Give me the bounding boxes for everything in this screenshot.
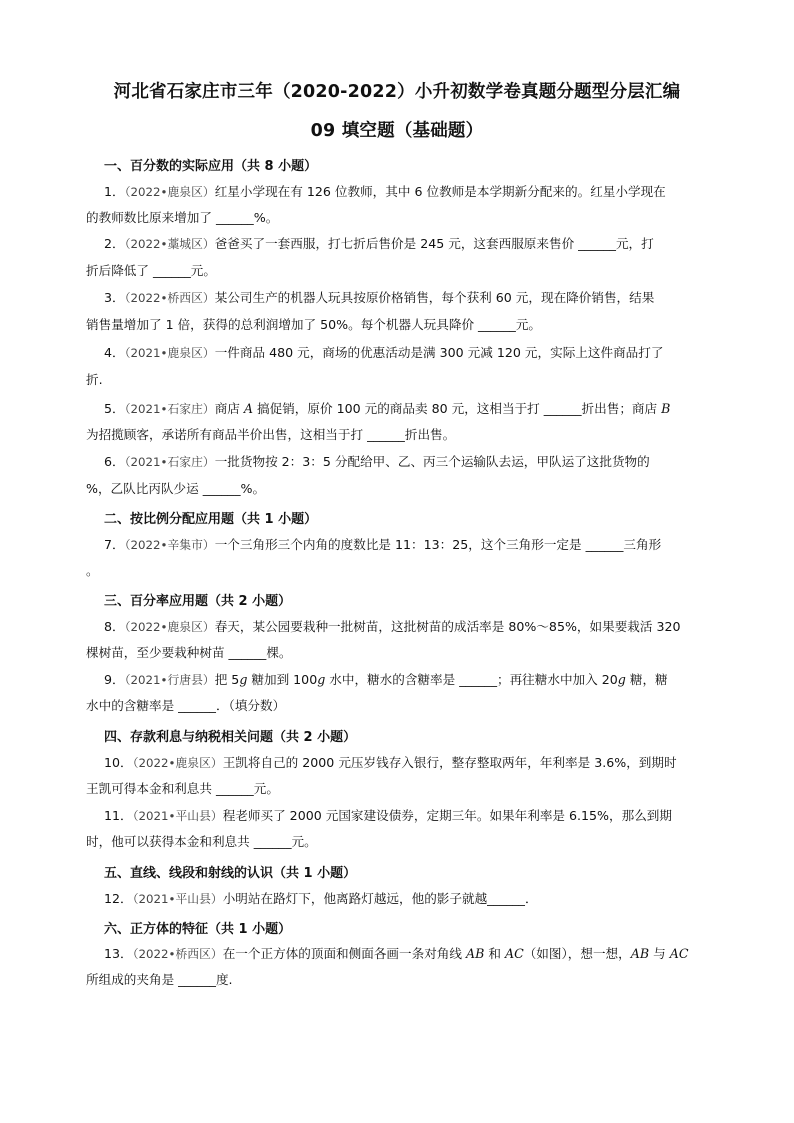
question-13-line-2: 所组成的夹角是 ______度. bbox=[86, 972, 233, 987]
question-text: 程老师买了 2000 元国家建设债券，定期三年。如果年利率是 6.15%，那么到期 bbox=[222, 808, 672, 823]
segment-ab: AB bbox=[466, 946, 485, 961]
question-number: 8． bbox=[104, 619, 125, 634]
question-source: （2021•平山县） bbox=[132, 809, 223, 823]
question-source: （2022•藁城区） bbox=[124, 237, 215, 251]
question-7-line-2: 。 bbox=[86, 563, 99, 578]
question-8-line-2: 棵树苗，至少要栽种树苗 ______棵。 bbox=[86, 645, 292, 660]
question-10-line-1 bbox=[104, 755, 677, 771]
question-source: （2021•鹿泉区） bbox=[124, 346, 215, 360]
question-6-line-1 bbox=[104, 454, 650, 470]
question-source: （2021•行唐县） bbox=[124, 673, 215, 687]
question-number: 12． bbox=[104, 891, 133, 906]
unit-gram: g bbox=[617, 672, 626, 687]
question-2-line-2: 折后降低了 ______元。 bbox=[86, 263, 216, 278]
question-text: 一个三角形三个内角的度数比是 11：13：25，这个三角形一定是 ______三角形 bbox=[214, 537, 662, 552]
question-text: 小明站在路灯下，他离路灯越远，他的影子就越______． bbox=[222, 891, 538, 906]
question-source: （2022•鹿泉区） bbox=[132, 756, 223, 770]
question-text: 与 bbox=[649, 946, 670, 961]
question-5-line-2: 为招揽顾客，承诺所有商品半价出售，这相当于打 ______折出售。 bbox=[86, 427, 456, 442]
section-heading-interest-tax: 四、存款利息与纳税相关问题（共 2 小题） bbox=[104, 730, 357, 745]
question-source: （2022•辛集市） bbox=[124, 538, 215, 552]
question-source: （2022•鹿泉区） bbox=[124, 620, 215, 634]
question-number: 9． bbox=[104, 672, 125, 687]
section-heading-percentage-rate: 三、百分率应用题（共 2 小题） bbox=[104, 594, 292, 609]
question-source: （2021•石家庄） bbox=[124, 402, 215, 416]
question-text: 红星小学现在有 126 位教师，其中 6 位教师是本学期新分配来的。红星小学现在 bbox=[214, 184, 666, 199]
question-number: 13． bbox=[104, 946, 133, 961]
question-text: 王凯将自己的 2000 元压岁钱存入银行，整存整取两年，年利率是 3.6%，到期时 bbox=[222, 755, 677, 770]
question-1-line-1 bbox=[104, 184, 666, 200]
question-number: 10． bbox=[104, 755, 133, 770]
document-subtitle: 09 填空题（基础题） bbox=[310, 121, 484, 141]
segment-ab: AB bbox=[630, 946, 650, 961]
question-number: 6． bbox=[104, 454, 125, 469]
question-text: 春天，某公园要栽种一批树苗，这批树苗的成活率是 80%～85%，如果要栽活 320 bbox=[214, 619, 681, 634]
document-title: 河北省石家庄市三年（2020-2022）小升初数学卷真题分题型分层汇编 bbox=[113, 82, 681, 102]
question-number: 3． bbox=[104, 290, 125, 305]
question-9-line-1 bbox=[104, 672, 668, 688]
variable-b: B bbox=[661, 401, 671, 416]
question-number: 2． bbox=[104, 236, 125, 251]
question-3-line-2: 销售量增加了 1 倍，获得的总利润增加了 50%。每个机器人玩具降价 ______元。 bbox=[86, 317, 542, 332]
question-text: 和 bbox=[484, 946, 505, 961]
question-source: （2022•桥西区） bbox=[132, 947, 223, 961]
question-13-line-1 bbox=[104, 946, 688, 962]
variable-a: A bbox=[243, 401, 253, 416]
question-text: 一批货物按 2：3：5 分配给甲、乙、丙三个运输队去运，甲队运了这批货物的 bbox=[214, 454, 650, 469]
question-12-line-1 bbox=[104, 891, 538, 907]
unit-gram: g bbox=[239, 672, 248, 687]
segment-ac: AC bbox=[669, 946, 689, 961]
question-9-line-2: 水中的含糖率是 ______．（填分数） bbox=[86, 698, 286, 713]
question-number: 11． bbox=[104, 808, 133, 823]
question-5-line-1 bbox=[104, 401, 670, 417]
question-11-line-2: 时，他可以获得本金和利息共 ______元。 bbox=[86, 834, 317, 849]
section-heading-percent-application: 一、百分数的实际应用（共 8 小题） bbox=[104, 159, 318, 174]
question-10-line-2: 王凯可得本金和利息共 ______元。 bbox=[86, 781, 279, 796]
question-source: （2022•鹿泉区） bbox=[124, 185, 215, 199]
question-number: 7． bbox=[104, 537, 125, 552]
question-text: 水中，糖水的含糖率是 ______；再往糖水中加入 20 bbox=[325, 672, 618, 687]
unit-gram: g bbox=[317, 672, 326, 687]
question-11-line-1 bbox=[104, 808, 672, 824]
question-source: （2022•桥西区） bbox=[124, 291, 215, 305]
question-text: 把 5 bbox=[214, 672, 240, 687]
question-7-line-1 bbox=[104, 537, 661, 553]
question-number: 4． bbox=[104, 345, 125, 360]
question-4-line-2: 折. bbox=[86, 372, 103, 387]
question-text: 爸爸买了一套西服，打七折后售价是 245 元，这套西服原来售价 ______元，打 bbox=[214, 236, 654, 251]
question-text: （如图），想一想， bbox=[523, 946, 631, 961]
question-text: 糖，糖 bbox=[625, 672, 668, 687]
section-heading-proportional-distribution: 二、按比例分配应用题（共 1 小题） bbox=[104, 512, 318, 527]
section-heading-cube-features: 六、正方体的特征（共 1 小题） bbox=[104, 922, 292, 937]
question-2-line-1 bbox=[104, 236, 654, 252]
question-source: （2021•石家庄） bbox=[124, 455, 215, 469]
question-number: 5． bbox=[104, 401, 125, 416]
question-text: 某公司生产的机器人玩具按原价格销售，每个获利 60 元，现在降价销售，结果 bbox=[214, 290, 655, 305]
question-number: 1． bbox=[104, 184, 125, 199]
question-text: 一件商品 480 元，商场的优惠活动是满 300 元减 120 元，实际上这件商品打了 bbox=[214, 345, 664, 360]
question-source: （2021•平山县） bbox=[132, 892, 223, 906]
question-text: 搞促销，原价 100 元的商品卖 80 元，这相当于打 ______折出售；商店 bbox=[253, 401, 662, 416]
question-6-line-2: %，乙队比丙队少运 ______%。 bbox=[86, 481, 266, 496]
question-text: 糖加到 100 bbox=[247, 672, 318, 687]
question-4-line-1 bbox=[104, 345, 663, 361]
section-heading-lines-rays: 五、直线、线段和射线的认识（共 1 小题） bbox=[104, 866, 357, 881]
question-1-line-2: 的教师数比原来增加了 ______%。 bbox=[86, 210, 279, 225]
question-3-line-1 bbox=[104, 290, 654, 306]
question-text: 商店 bbox=[214, 401, 244, 416]
question-text: 在一个正方体的顶面和侧面各画一条对角线 bbox=[222, 946, 466, 961]
question-8-line-1 bbox=[104, 619, 681, 635]
segment-ac: AC bbox=[504, 946, 524, 961]
